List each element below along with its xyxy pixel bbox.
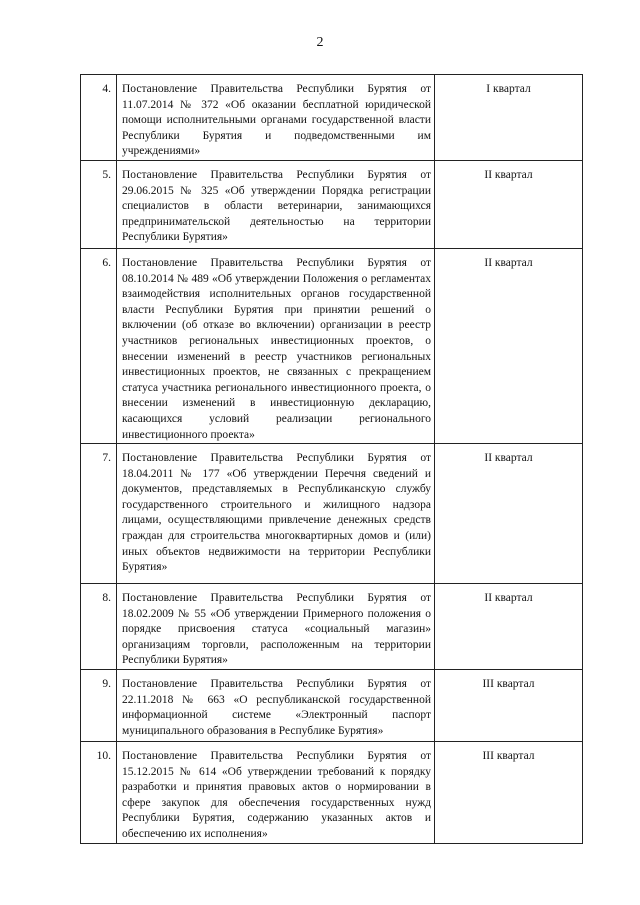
regulation-text: Постановление Правительства Республики Бурятия от 15.12.2015 № 614 «Об утверждении требований к порядку разработки и принятия правовых актов о нормировании в сфере закупок для обеспечения государственных нужд Республики Бурятия, содержанию указанных актов и обеспечению их исполнения» — [117, 742, 435, 844]
period-cell: I квартал — [435, 75, 583, 161]
period-cell: II квартал — [435, 444, 583, 584]
regulation-text: Постановление Правительства Республики Бурятия от 11.07.2014 № 372 «Об оказании бесплатной юридической помощи исполнительными органами государственной власти Республики Бурятия и подведомственными им учреждениями» — [117, 75, 435, 161]
period-cell: III квартал — [435, 670, 583, 742]
row-number: 8. — [81, 584, 117, 670]
period-cell: II квартал — [435, 160, 583, 248]
regulation-text: Постановление Правительства Республики Бурятия от 22.11.2018 № 663 «О республиканской государственной информационной системе «Электронный паспорт муниципального образования в Республике Бурятия» — [117, 670, 435, 742]
row-number: 7. — [81, 444, 117, 584]
table-row — [81, 75, 583, 161]
table-row — [81, 248, 583, 443]
row-number: 9. — [81, 670, 117, 742]
regulation-text: Постановление Правительства Республики Бурятия от 18.04.2011 № 177 «Об утверждении Перечня сведений и документов, представляемых в Республиканскую службу государственного строительного и жилищного надзора лицами, осуществляющими привлечение денежных средств граждан для строительства многоквартирных домов и (или) иных объектов недвижимости на территории Республики Бурятия» — [117, 444, 435, 584]
table-row — [81, 742, 583, 844]
table-row — [81, 444, 583, 584]
regulations-table — [80, 74, 583, 844]
period-cell: II квартал — [435, 584, 583, 670]
table-row — [81, 584, 583, 670]
page-number: 2 — [316, 35, 324, 50]
row-number: 10. — [81, 742, 117, 844]
regulation-text: Постановление Правительства Республики Бурятия от 29.06.2015 № 325 «Об утверждении Порядка регистрации специалистов в области ветеринарии, занимающихся предпринимательской деятельностью на территории Республики Бурятия» — [117, 160, 435, 248]
table-row — [81, 160, 583, 248]
period-cell: III квартал — [435, 742, 583, 844]
regulation-text: Постановление Правительства Республики Бурятия от 18.02.2009 № 55 «Об утверждении Примерного положения о порядке присвоения статуса «социальный магазин» организациям торговли, расположенным на территории Республики Бурятия» — [117, 584, 435, 670]
table-row — [81, 670, 583, 742]
regulation-text: Постановление Правительства Республики Бурятия от 08.10.2014 № 489 «Об утверждении Положения о регламентах взаимодействия исполнительных органов государственной власти Республики Бурятия при принятии решений о включении (об отказе во включении) организации в реестр участников региональных инвестиционных проектов, о внесении изменений в реестр участников региональных инвестиционных проектов, не связанных с прекращением статуса участника регионального инвестиционного проекта, о внесении изменений в инвестиционную декларацию, касающихся условий реализации регионального инвестиционного проекта» — [117, 248, 435, 443]
row-number: 4. — [81, 75, 117, 161]
row-number: 6. — [81, 248, 117, 443]
row-number: 5. — [81, 160, 117, 248]
period-cell: II квартал — [435, 248, 583, 443]
